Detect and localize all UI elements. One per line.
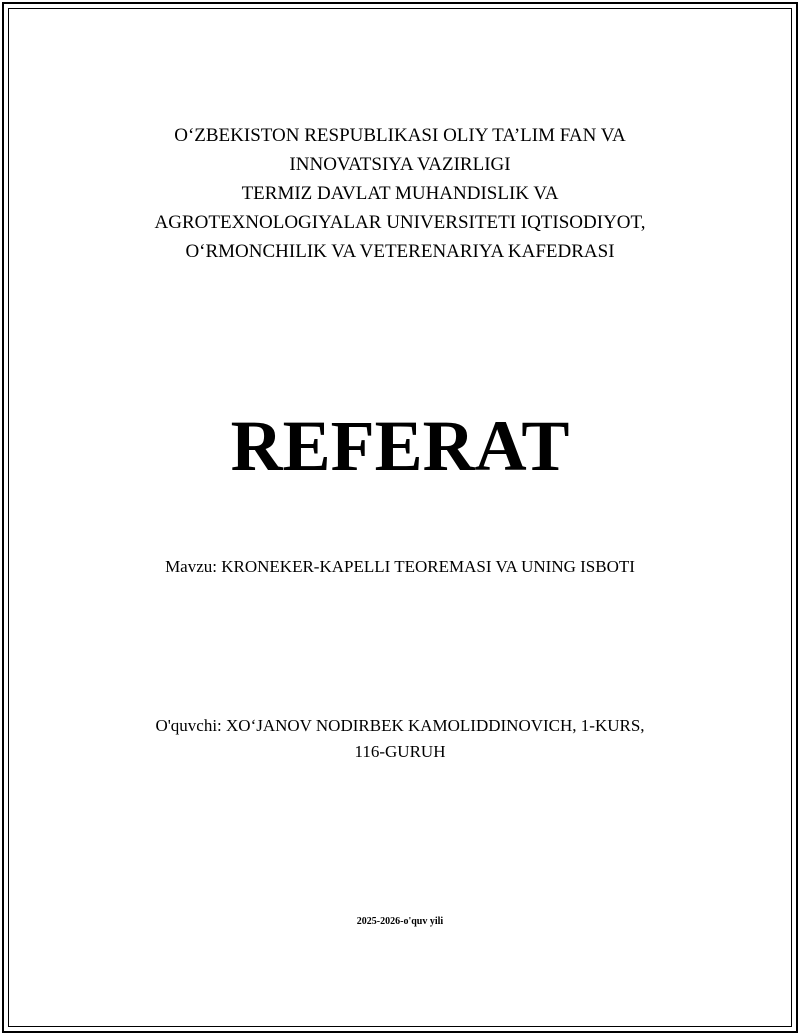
header-line: O‘ZBEKISTON RESPUBLIKASI OLIY TA’LIM FAN VA: [174, 125, 626, 146]
header-line: TERMIZ DAVLAT MUHANDISLIK VA: [241, 183, 559, 204]
student-info: [100, 713, 700, 765]
student-line: 116-GURUH: [354, 742, 446, 761]
header-line: AGROTEXNOLOGIYALAR UNIVERSITETI IQTISODIYOT,: [154, 212, 646, 233]
institution-header: [40, 121, 760, 266]
topic-line: Mavzu: KRONEKER-KAPELLI TEOREMASI VA UNING ISBOTI: [165, 557, 635, 576]
student-line: O'quvchi: XO‘JANOV NODIRBEK KAMOLIDDINOVICH, 1-KURS,: [155, 716, 645, 735]
header-line: INNOVATSIYA VAZIRLIGI: [289, 154, 511, 175]
header-line: O‘RMONCHILIK VA VETERENARIYA KAFEDRASI: [185, 241, 615, 262]
academic-year: 2025-2026-o'quv yili: [356, 916, 444, 927]
document-title: REFERAT: [230, 406, 570, 486]
